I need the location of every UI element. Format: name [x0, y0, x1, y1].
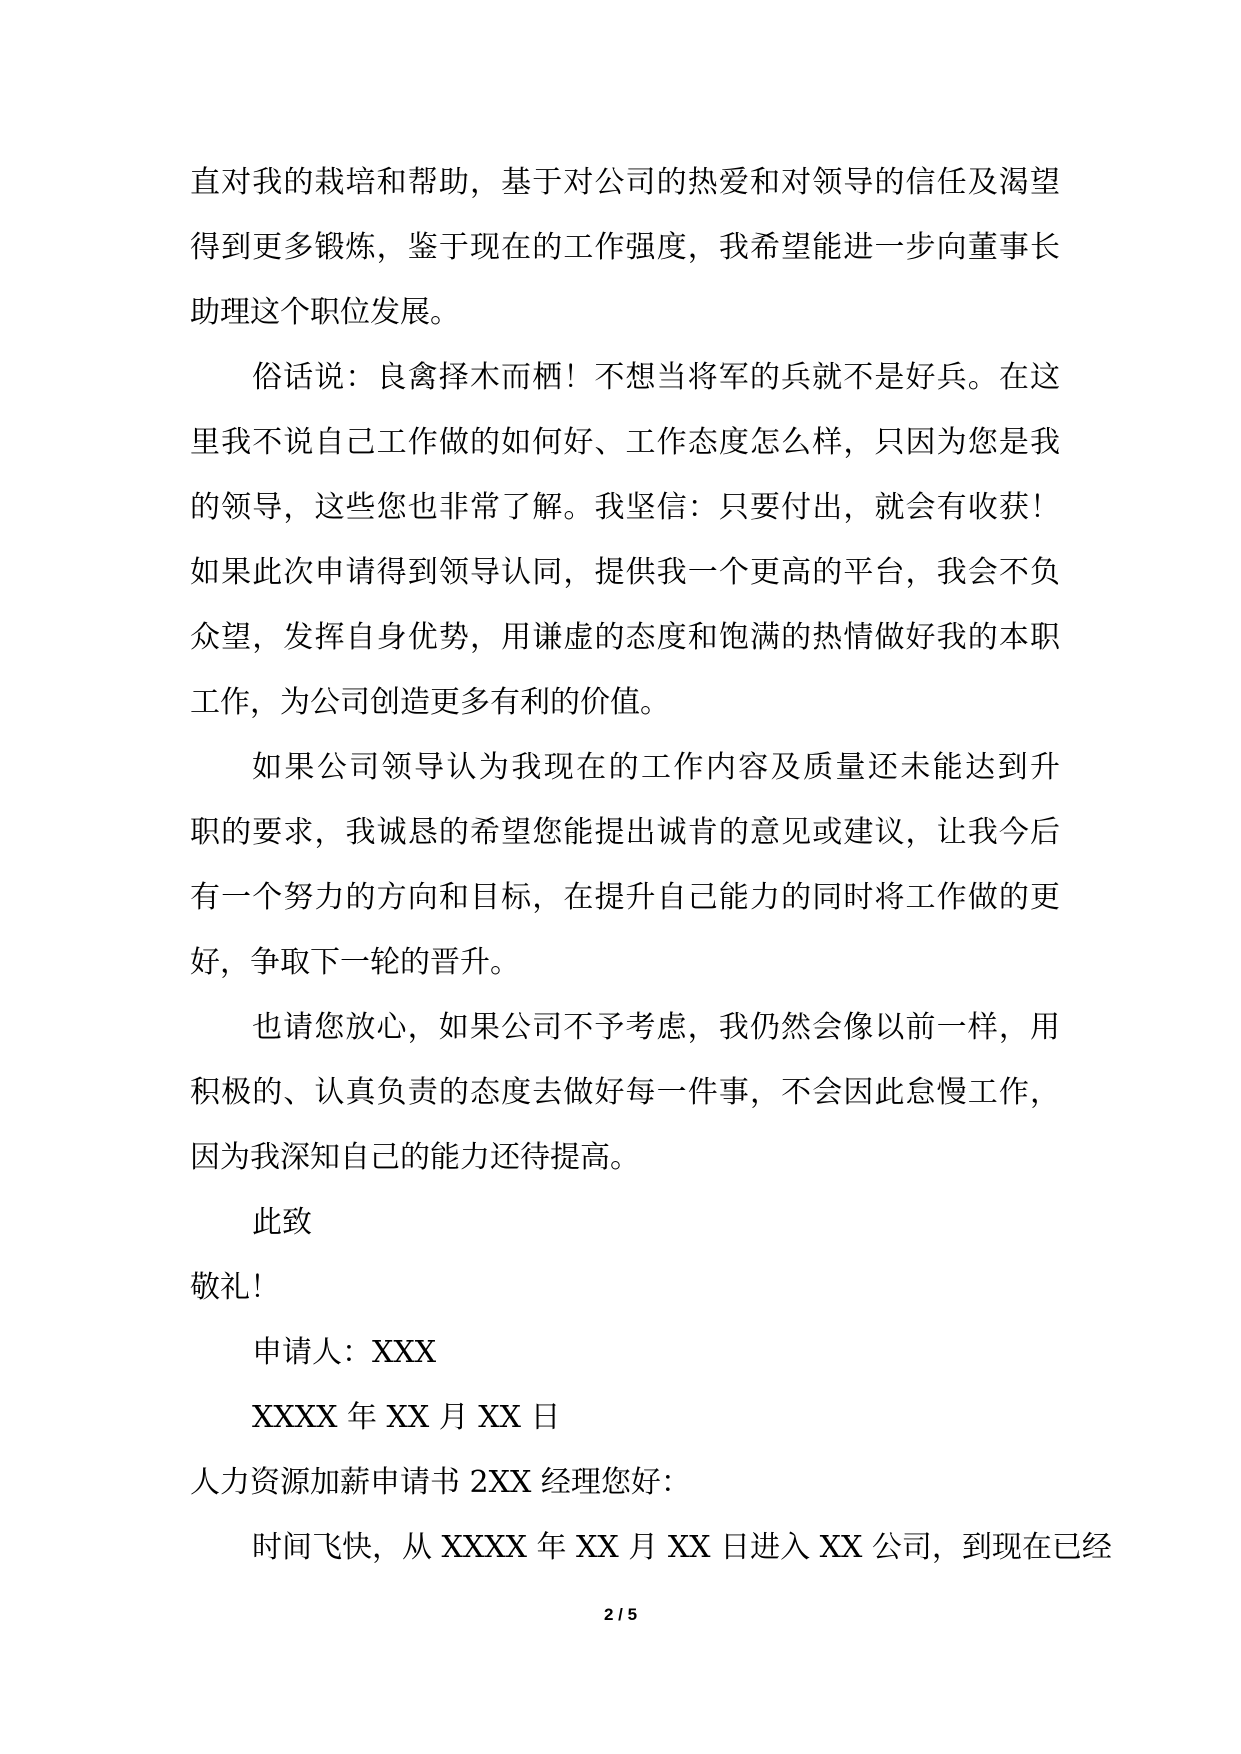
text-line: 如果公司领导认为我现在的工作内容及质量还未能达到升	[252, 750, 1060, 785]
page-number: 2 / 5	[603, 1605, 638, 1624]
text-line: 也请您放心，如果公司不予考虑，我仍然会像以前一样，用	[252, 1010, 1060, 1045]
text-line: 里我不说自己工作做的如何好、工作态度怎么样，只因为您是我	[190, 425, 1060, 460]
text-line: 因为我深知自己的能力还待提高。	[190, 1140, 640, 1175]
text-line: 好，争取下一轮的晋升。	[190, 945, 520, 980]
text-line: 此致	[252, 1205, 312, 1240]
text-line: 时间飞快，从 XXXX 年 XX 月 XX 日进入 XX 公司，到现在已经	[252, 1530, 1112, 1565]
text-line: 如果此次申请得到领导认同，提供我一个更高的平台，我会不负	[190, 555, 1060, 590]
text-line: 助理这个职位发展。	[190, 295, 460, 330]
text-line: 人力资源加薪申请书 2XX 经理您好：	[190, 1465, 691, 1500]
text-line: 众望，发挥自身优势，用谦虚的态度和饱满的热情做好我的本职	[190, 620, 1060, 655]
text-line: 的领导，这些您也非常了解。我坚信：只要付出，就会有收获！	[190, 490, 1060, 525]
text-line: 得到更多锻炼，鉴于现在的工作强度，我希望能进一步向董事长	[190, 230, 1060, 265]
document-body	[190, 150, 1112, 1580]
text-line: 敬礼！	[190, 1270, 280, 1305]
text-line: 申请人：XXX	[252, 1335, 437, 1370]
text-line: 职的要求，我诚恳的希望您能提出诚肯的意见或建议，让我今后	[190, 815, 1060, 850]
text-line: XXXX 年 XX 月 XX 日	[252, 1400, 561, 1435]
text-line: 积极的、认真负责的态度去做好每一件事，不会因此怠慢工作，	[190, 1075, 1060, 1110]
text-line: 有一个努力的方向和目标，在提升自己能力的同时将工作做的更	[190, 880, 1060, 915]
text-line: 直对我的栽培和帮助，基于对公司的热爱和对领导的信任及渴望	[190, 165, 1060, 200]
text-line: 工作，为公司创造更多有利的价值。	[190, 685, 670, 720]
text-line: 俗话说：良禽择木而栖！不想当将军的兵就不是好兵。在这	[252, 360, 1060, 395]
